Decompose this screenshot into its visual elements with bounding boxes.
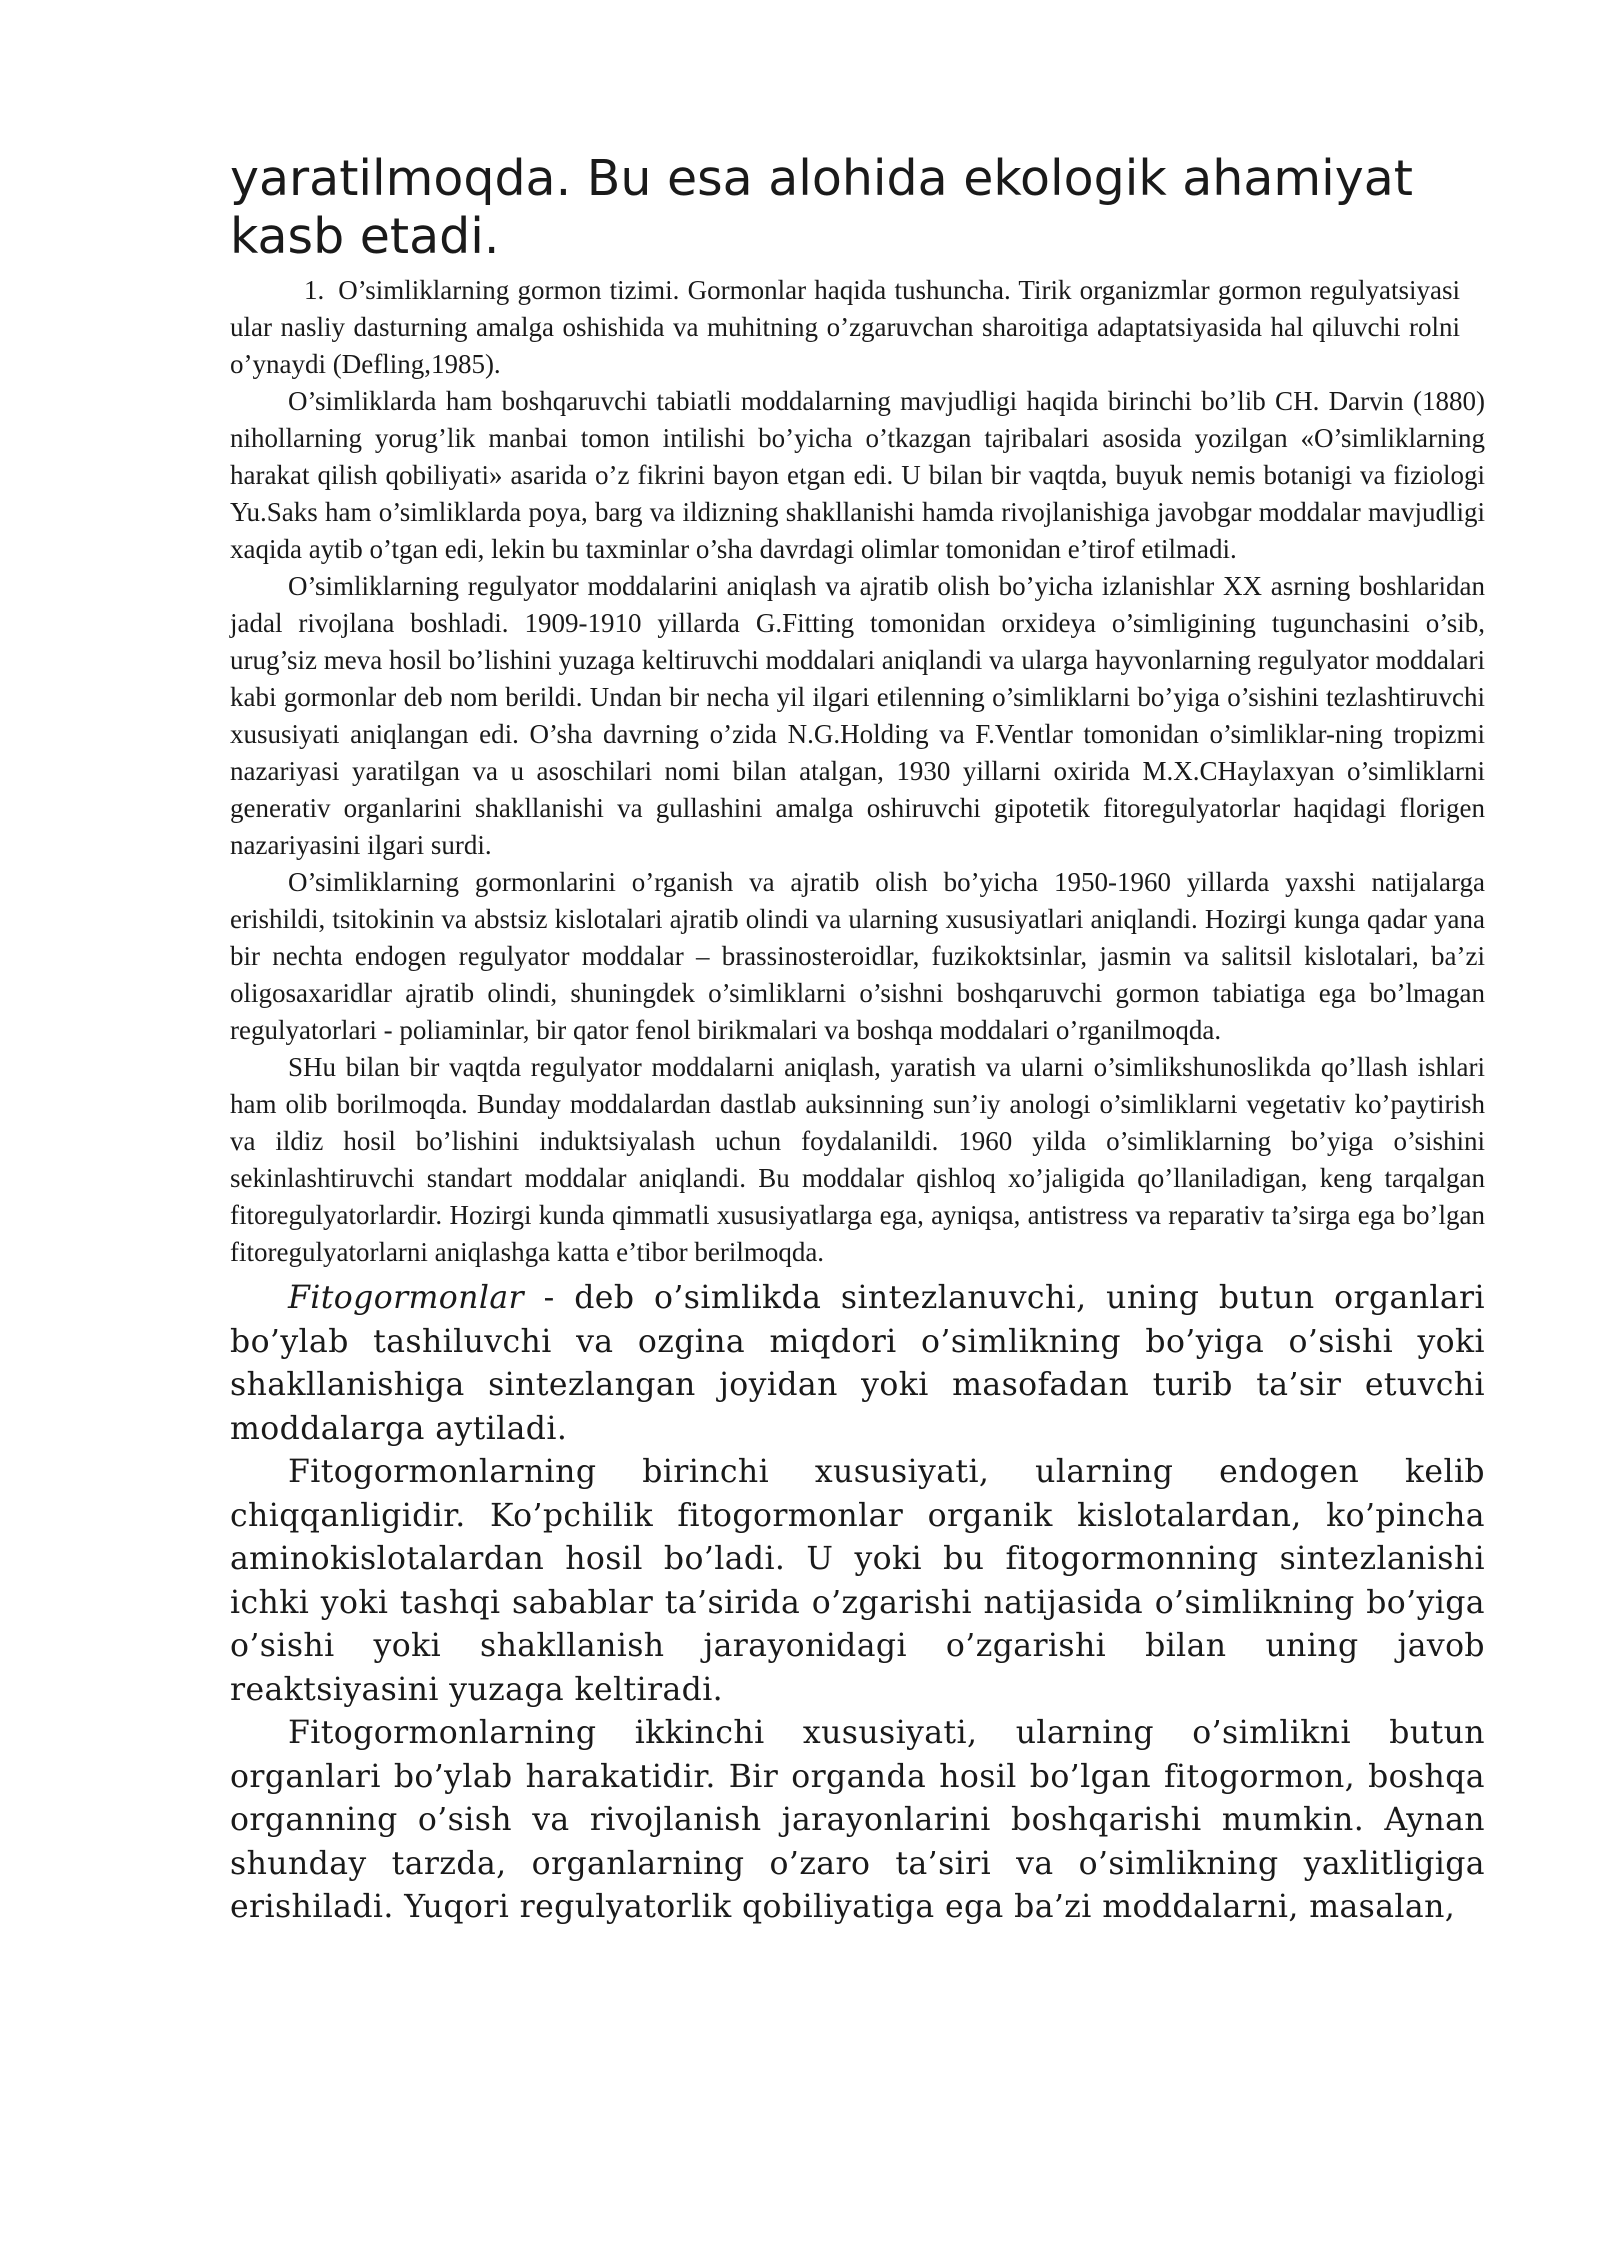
paragraph-second-property: Fitogormonlarning ikkinchi xususiyati, ularning o’simlikni butun organlari bo’ylab harakatidir. Bir organda hosil bo’lgan fitogormon, boshqa organning o’sish va rivojlanish jarayonlarini boshqarishi mumkin. Aynan shunday tarzda, organlarning o’zaro ta’siri va o’simlikning yaxlitligiga erishiladi. Yuqori regulyatorlik qobiliyatiga ega ba’zi moddalarni, masalan, xyxy=(230,1715,1485,1925)
heading-text: yaratilmoqda. Bu esa alohida ekologik ahamiyat kasb etadi. xyxy=(230,150,1413,265)
list-item xyxy=(230,272,1485,383)
document-page xyxy=(230,150,1485,1930)
paragraph-regulator-history: O’simliklarning regulyator moddalarini aniqlash va ajratib olish bo’yicha izlanishlar XX asrning boshlaridan jadal rivojlana boshladi. 1909-1910 yillarda G.Fitting tomonidan orxideya o’simligining tugunchasini o’sib, urug’siz meva hosil bo’lishini yuzaga keltiruvchi moddalari aniqlandi va ularga hayvonlarning regulyator moddalari kabi gormonlar deb nom berildi. Undan bir necha yil ilgari etilenning o’simliklarni bo’yiga o’sishini tezlashtiruvchi xususiyati aniqlangan edi. O’sha davrning o’zida N.G.Holding va F.Ventlar tomonidan o’simliklar-ning tropizmi nazariyasi yaratilgan va u asoschilari nomi bilan atalgan, 1930 yillarni oxirida M.X.CHaylaxyan o’simliklarni generativ organlarini shakllanishi va gullashini amalga oshiruvchi gipotetik fitoregulyatorlar haqidagi florigen nazariyasini ilgari surdi. xyxy=(230,571,1485,860)
definition-term: Fitogormonlar xyxy=(288,1280,524,1316)
definition-paragraph xyxy=(230,1277,1485,1451)
definition-text: - deb o’simlikda sintezlanuvchi, uning butun organlari bo’ylab tashiluvchi va ozgina miqdori o’simlikning bo’yiga o’sishi yoki shakllanishiga sintezlangan joyidan yoki masofadan turib ta’sir etuvchi moddalarga aytiladi. xyxy=(230,1280,1485,1447)
paragraph-first-property: Fitogormonlarning birinchi xususiyati, ularning endogen kelib chiqqanligidir. Ko’pchilik fitogormonlar organik kislotalardan, ko’pincha aminokislotalardan hosil bo’ladi. U yoki bu fitogormonning sintezlanishi ichki yoki tashqi sabablar ta’sirida o’zgarishi natijasida o’simlikning bo’yiga o’sishi yoki shakllanish jarayonidagi o’zgarishi bilan uning javob reaktsiyasini yuzaga keltiradi. xyxy=(230,1454,1485,1708)
paragraph-regulator-application: SHu bilan bir vaqtda regulyator moddalarni aniqlash, yaratish va ularni o’simlikshunoslikda qo’llash ishlari ham olib borilmoqda. Bunday moddalardan dastlab auksinning sun’iy anologi o’simliklarni vegetativ ko’paytirish va ildiz hosil bo’lishini induktsiyalash uchun foydalanildi. 1960 yilda o’simliklarning bo’yiga o’sishini sekinlashtiruvchi standart moddalar aniqlandi. Bu moddalar qishloq xo’jaligida qo’llaniladigan, keng tarqalgan fitoregulyatorlardir. Hozirgi kunda qimmatli xususiyatlarga ega, ayniqsa, antistress va reparativ ta’sirga ega bo’lgan fitoregulyatorlarni aniqlashga katta e’tibor berilmoqda. xyxy=(230,1052,1485,1267)
paragraph-darvin: O’simliklarda ham boshqaruvchi tabiatli moddalarning mavjudligi haqida birinchi bo’lib CH. Darvin (1880) nihollarning yorug’lik manbai tomon intilishi bo’yicha o’tkazgan tajribalari asosida yozilgan «O’simliklarning harakat qilish qobiliyati» asarida o’z fikrini bayon etgan edi. U bilan bir vaqtda, buyuk nemis botanigi va fiziologi Yu.Saks ham o’simliklarda poya, barg va ildizning shakllanishi hamda rivojlanishiga javobgar moddalar mavjudligi xaqida aytib o’tgan edi, lekin bu taxminlar o’sha davrdagi olimlar tomonidan e’tirof etilmadi. xyxy=(230,386,1485,564)
paragraph-hormone-study: O’simliklarning gormonlarini o’rganish va ajratib olish bo’yicha 1950-1960 yillarda yaxshi natijalarga erishildi, tsitokinin va abstsiz kislotalari ajratib olindi va ularning xususiyatlari aniqlandi. Hozirgi kunga qadar yana bir nechta endogen regulyator moddalar – brassinosteroidlar, fuzikoktsinlar, jasmin va salitsil kislotalari, ba’zi oligosaxaridlar ajratib olindi, shuningdek o’simliklarni o’sishni boshqaruvchi gormon tabiatiga ega bo’lmagan regulyatorlari - poliaminlar, bir qator fenol birikmalari va boshqa moddalari o’rganilmoqda. xyxy=(230,867,1485,1045)
list-item-text: O’simliklarning gormon tizimi. Gormonlar haqida tushuncha. Tirik organizmlar gormon regulyatsiyasi ular nasliy dasturning amalga oshishida va muhitning o’zgaruvchan sharoitiga adaptatsiyasida hal qiluvchi rolni o’ynaydi (Defling,1985). xyxy=(230,275,1460,379)
list-item-number: 1. xyxy=(304,275,325,305)
